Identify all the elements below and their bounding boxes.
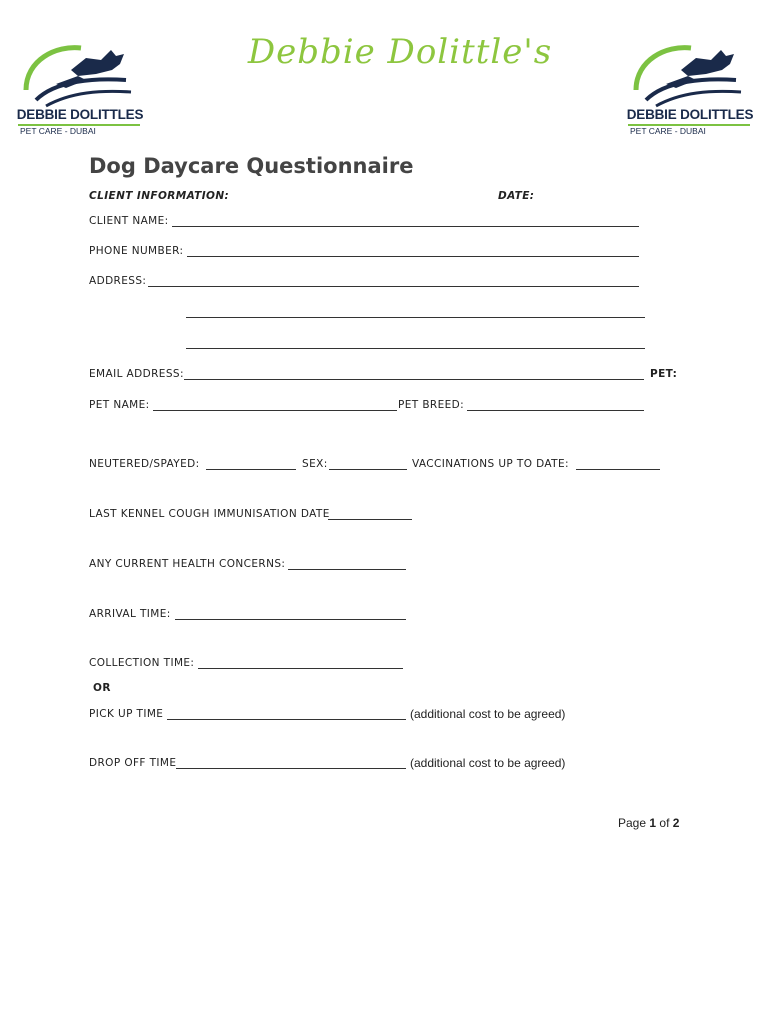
address-field-1[interactable] [148,286,639,287]
pet-breed-label: PET BREED: [398,399,465,411]
page-total: 2 [672,816,680,830]
sex-field[interactable] [329,469,407,470]
neutered-field[interactable] [206,469,296,470]
vaccinations-field[interactable] [576,469,660,470]
logo-name: DEBBIE DOLITTLES [16,107,144,122]
pickup-note: (additional cost to be agreed) [410,707,566,721]
client-name-label: CLIENT NAME: [89,215,169,227]
pet-heading: PET: [650,368,678,380]
phone-field[interactable] [187,256,639,257]
dog-logo-icon [626,40,756,110]
page-number [618,816,679,830]
address-field-3[interactable] [186,348,645,349]
address-label: ADDRESS: [89,275,147,287]
kennel-cough-label: LAST KENNEL COUGH IMMUNISATION DATE [89,508,330,520]
pet-name-label: PET NAME: [89,399,150,411]
pet-breed-field[interactable] [467,410,644,411]
page-current: 1 [649,816,657,830]
date-label: DATE: [498,190,535,202]
arrival-label: ARRIVAL TIME: [89,608,171,620]
logo-tagline: PET CARE - DUBAI [630,126,706,136]
dog-logo-icon [16,40,146,110]
client-info-heading: CLIENT INFORMATION: [89,190,230,202]
health-label: ANY CURRENT HEALTH CONCERNS: [89,558,286,570]
pickup-field[interactable] [167,719,406,720]
page-of: of [659,816,670,830]
email-label: EMAIL ADDRESS: [89,368,184,380]
company-logo-left [16,40,146,140]
form-title: Dog Daycare Questionnaire [89,154,414,178]
client-name-field[interactable] [172,226,639,227]
health-field[interactable] [288,569,406,570]
phone-label: PHONE NUMBER: [89,245,184,257]
pet-name-field[interactable] [153,410,397,411]
neutered-label: NEUTERED/SPAYED: [89,458,200,470]
collection-field[interactable] [198,668,403,669]
dropoff-note: (additional cost to be agreed) [410,756,566,770]
logo-name: DEBBIE DOLITTLES [626,107,754,122]
logo-tagline: PET CARE - DUBAI [20,126,96,136]
dropoff-label: DROP OFF TIME [89,757,177,769]
or-label: OR [93,682,111,694]
brand-title: Debbie Dolittle's [247,32,553,72]
vaccinations-label: VACCINATIONS UP TO DATE: [412,458,569,470]
company-logo-right [626,40,756,140]
page-prefix: Page [618,816,647,830]
kennel-cough-field[interactable] [328,519,412,520]
dropoff-field[interactable] [176,768,406,769]
sex-label: SEX: [302,458,328,470]
email-field[interactable] [184,379,644,380]
arrival-field[interactable] [175,619,406,620]
address-field-2[interactable] [186,317,645,318]
pickup-label: PICK UP TIME [89,708,164,720]
collection-label: COLLECTION TIME: [89,657,195,669]
